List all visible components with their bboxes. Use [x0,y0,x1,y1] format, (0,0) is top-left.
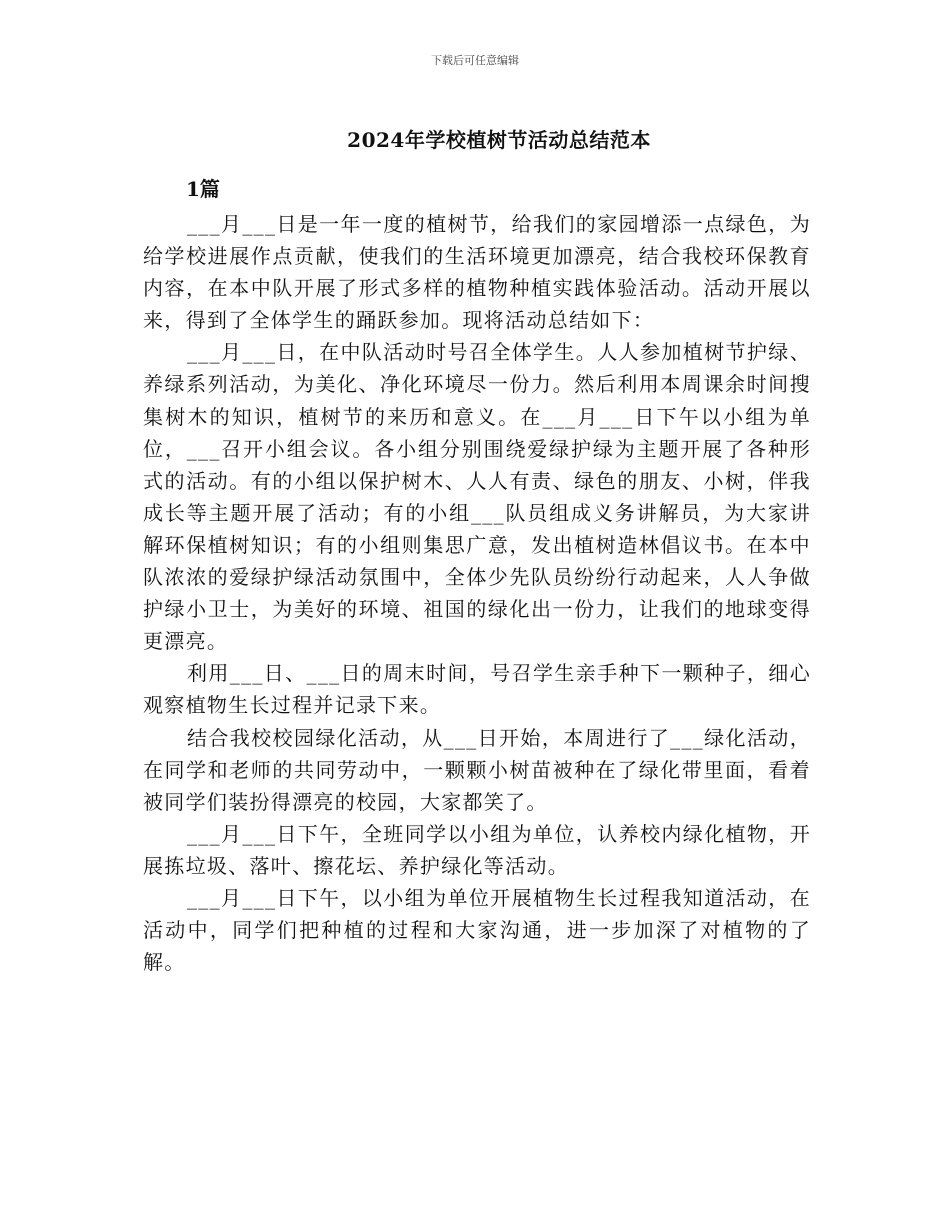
page-header-note: 下载后可任意编辑 [431,54,519,67]
paragraph-1: ___月___日是一年一度的植树节，给我们的家园增添一点绿色，为给学校进展作点贡献，使我们的生活环境更加漂亮，结合我校环保教育内容，在本中队开展了形式多样的植物种植实践体验活动。活动开展以来，得到了全体学生的踊跃参加。现将活动总结如下： [143,212,811,333]
paragraph-2: ___月___日，在中队活动时号召全体学生。人人参加植树节护绿、养绿系列活动，为美化、净化环境尽一份力。然后利用本周课余时间搜集树木的知识，植树节的来历和意义。在___月___日下午以小组为单位，___召开小组会议。各小组分别围绕爱绿护绿为主题开展了各种形式的活动。有的小组以保护树木、人人有责、绿色的朋友、小树，伴我成长等主题开展了活动；有的小组___队员组成义务讲解员，为大家讲解环保植树知识；有的小组则集思广意，发出植树造林倡议书。在本中队浓浓的爱绿护绿活动氛围中，全体少先队员纷纷行动起来，人人争做护绿小卫士，为美好的环境、祖国的绿化出一份力，让我们的地球变得更漂亮。 [143,340,811,654]
document-title: 2024年学校植树节活动总结范本 [347,128,651,152]
paragraph-5: ___月___日下午，全班同学以小组为单位，认养校内绿化植物，开展拣垃圾、落叶、擦花坛、养护绿化等活动。 [143,821,811,878]
paragraph-3: 利用___日、___日的周末时间，号召学生亲手种下一颗种子，细心观察植物生长过程并记录下来。 [143,661,811,718]
paragraph-4: 结合我校校园绿化活动，从___日开始，本周进行了___绿化活动，在同学和老师的共同劳动中，一颗颗小树苗被种在了绿化带里面，看着被同学们装扮得漂亮的校园，大家都笑了。 [143,725,811,814]
paragraph-6: ___月___日下午，以小组为单位开展植物生长过程我知道活动，在活动中，同学们把种植的过程和大家沟通，进一步加深了对植物的了解。 [143,885,811,975]
document-body [143,208,811,978]
section-label: 1篇 [186,177,220,201]
